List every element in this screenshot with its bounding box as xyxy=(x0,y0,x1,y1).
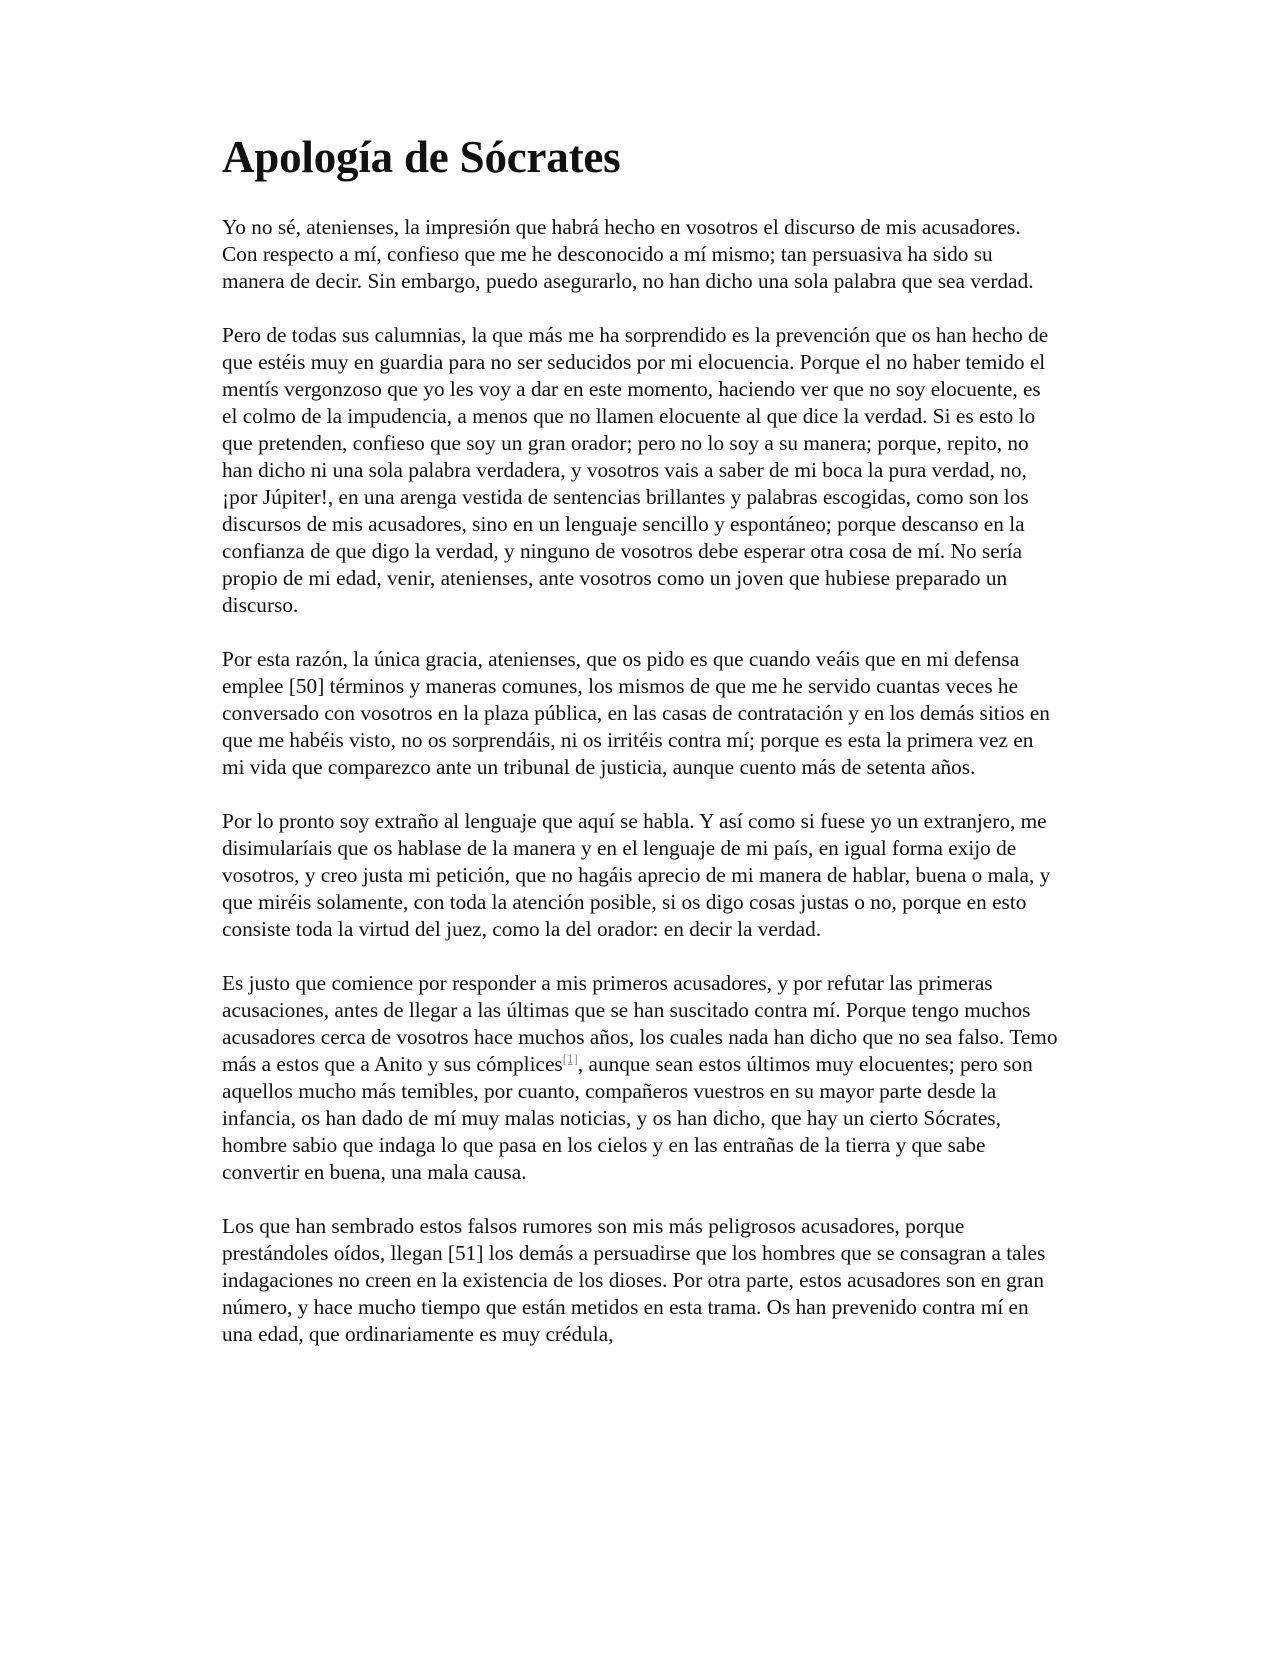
paragraph-text: Es justo que comience por responder a mis primeros acusadores, y por refutar las primeras acusaciones, antes de llegar a las últimas que se han suscitado contra mí. Porque tengo muchos acusadores cerca de vosotros hace muchos años, los cuales nada han dicho que no sea falso. Temo más a estos que a Anito y sus cómplices xyxy=(222,971,1058,1076)
document-page xyxy=(222,130,1060,1375)
paragraph: Por esta razón, la única gracia, atenienses, que os pido es que cuando veáis que en mi defensa emplee [50] términos y maneras comunes, los mismos de que me he servido cuantas veces he conversado con vosotros en la plaza pública, en las casas de contratación y en los demás sitios en que me habéis visto, no os sorprendáis, ni os irritéis contra mí; porque es esta la primera vez en mi vida que comparezco ante un tribunal de justicia, aunque cuento más de setenta años. xyxy=(222,647,1050,779)
footnote-link[interactable]: [1] xyxy=(562,1050,578,1066)
paragraph: Los que han sembrado estos falsos rumores son mis más peligrosos acusadores, porque prestándoles oídos, llegan [51] los demás a persuadirse que los hombres que se consagran a tales indagaciones no creen en la existencia de los dioses. Por otra parte, estos acusadores son en gran número, y hace mucho tiempo que están metidos en esta trama. Os han prevenido contra mí en una edad, que ordinariamente es muy crédula, xyxy=(222,1214,1046,1346)
document-title: Apología de Sócrates xyxy=(222,132,621,182)
paragraph: Yo no sé, atenienses, la impresión que habrá hecho en vosotros el discurso de mis acusadores. Con respecto a mí, confieso que me he desconocido a mí mismo; tan persuasiva ha sido su manera de decir. Sin embargo, puedo asegurarlo, no han dicho una sola palabra que sea verdad. xyxy=(222,215,1034,293)
paragraph-text: , aunque sean estos últimos muy elocuentes; pero son aquellos mucho más temibles, por cuanto, compañeros vuestros en su mayor parte desde la infancia, os han dado de mí muy malas noticias, y os han dicho, que hay un cierto Sócrates, hombre sabio que indaga lo que pasa en los cielos y en las entrañas de la tierra y que sabe convertir en buena, una mala causa. xyxy=(222,1052,1033,1184)
paragraph: Por lo pronto soy extraño al lenguaje que aquí se habla. Y así como si fuese yo un extranjero, me disimularíais que os hablase de la manera y en el lenguaje de mi país, en igual forma exijo de vosotros, y creo justa mi petición, que no hagáis aprecio de mi manera de hablar, buena o mala, y que miréis solamente, con toda la atención posible, si os digo cosas justas o no, porque en esto consiste toda la virtud del juez, como la del orador: en decir la verdad. xyxy=(222,809,1051,941)
paragraph: Pero de todas sus calumnias, la que más me ha sorprendido es la prevención que os han hecho de que estéis muy en guardia para no ser seducidos por mi elocuencia. Porque el no haber temido el mentís vergonzoso que yo les voy a dar en este momento, haciendo ver que no soy elocuente, es el colmo de la impudencia, a menos que no llamen elocuente al que dice la verdad. Si es esto lo que pretenden, confieso que soy un gran orador; pero no lo soy a su manera; porque, repito, no han dicho ni una sola palabra verdadera, y vosotros vais a saber de mi boca la pura verdad, no, ¡por Júpiter!, en una arenga vestida de sentencias brillantes y palabras escogidas, como son los discursos de mis acusadores, sino en un lenguaje sencillo y espontáneo; porque descanso en la confianza de que digo la verdad, y ninguno de vosotros debe esperar otra cosa de mí. No sería propio de mi edad, venir, atenienses, ante vosotros como un joven que hubiese preparado un discurso. xyxy=(222,323,1049,617)
paragraph xyxy=(222,970,1060,1186)
